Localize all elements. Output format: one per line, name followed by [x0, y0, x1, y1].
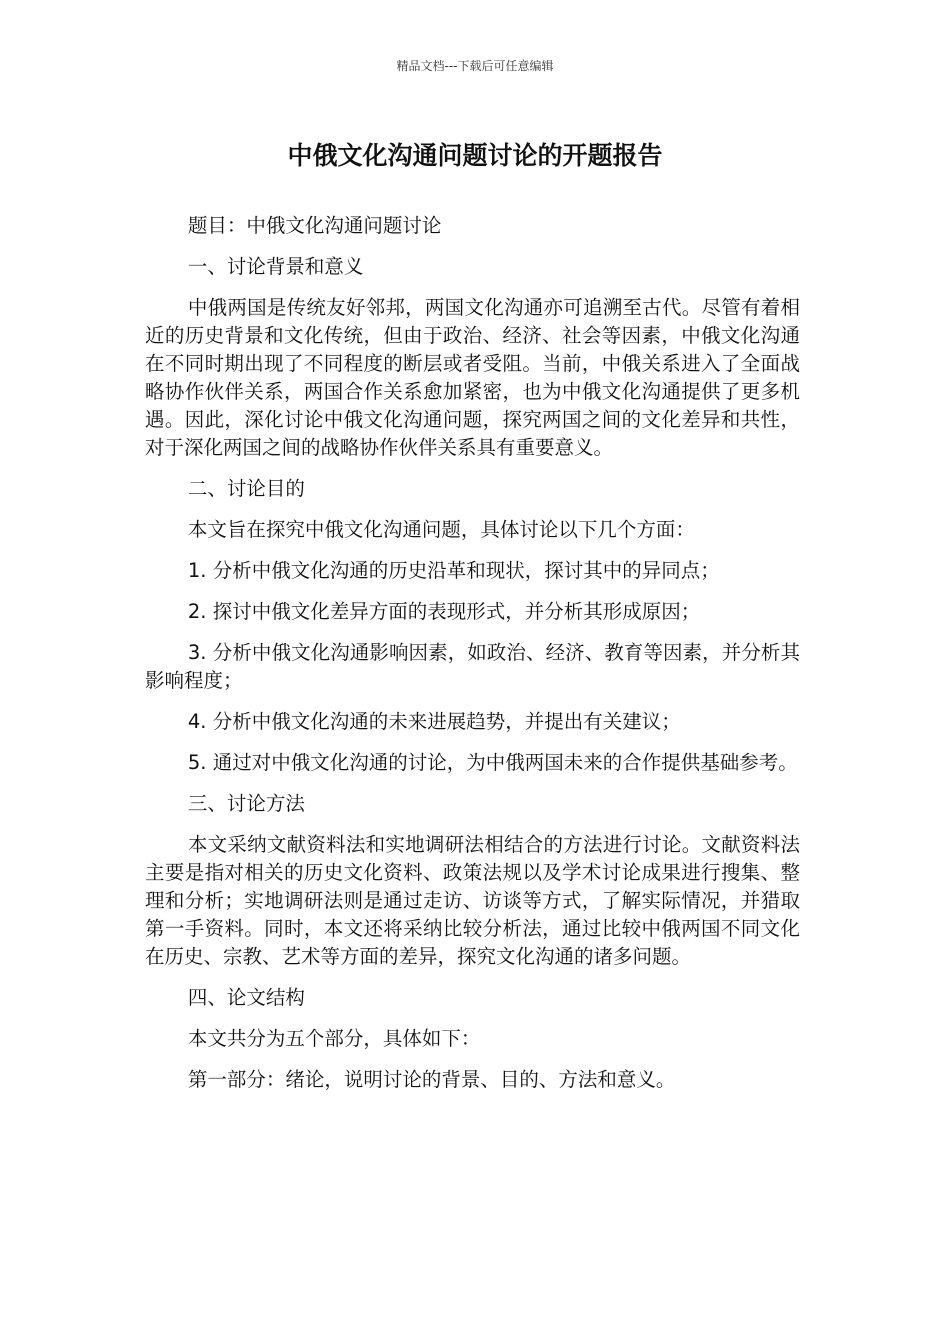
method-paragraph: 本文采纳文献资料法和实地调研法相结合的方法进行讨论。文献资料法主要是指对相关的历史文化资料、政策法规以及学术讨论成果进行搜集、整理和分析；实地调研法则是通过走访、访谈等方式，了解实际情况，并猎取第一手资料。同时，本文还将采纳比较分析法，通过比较中俄两国不同文化在历史、宗教、艺术等方面的差异，探究文化沟通的诸多问题。	[145, 833, 800, 968]
section-heading-background: 一、讨论背景和意义	[187, 255, 364, 278]
header-note: 精品文档---下载后可任意编辑	[396, 59, 554, 73]
document-body	[145, 212, 800, 1107]
structure-intro: 本文共分为五个部分，具体如下：	[187, 1027, 481, 1050]
purpose-intro: 本文旨在探究中俄文化沟通问题，具体讨论以下几个方面：	[187, 518, 695, 541]
purpose-item-5: 5. 通过对中俄文化沟通的讨论，为中俄两国未来的合作提供基础参考。	[187, 751, 798, 774]
document-title: 中俄文化沟通问题讨论的开题报告	[287, 141, 663, 170]
purpose-item-3: 3. 分析中俄文化沟通影响因素，如政治、经济、教育等因素，并分析其影响程度；	[145, 641, 800, 692]
section-heading-purpose: 二、讨论目的	[187, 477, 305, 500]
structure-part-1: 第一部分：绪论，说明讨论的背景、目的、方法和意义。	[187, 1068, 676, 1091]
purpose-item-4: 4. 分析中俄文化沟通的未来进展趋势，并提出有关建议；	[187, 710, 681, 733]
purpose-item-2: 2. 探讨中俄文化差异方面的表现形式，并分析其形成原因；	[187, 600, 701, 623]
section-heading-method: 三、讨论方法	[187, 792, 305, 815]
section-heading-structure: 四、论文结构	[187, 986, 305, 1009]
purpose-item-1: 1. 分析中俄文化沟通的历史沿革和现状，探讨其中的异同点；	[187, 559, 720, 582]
background-paragraph: 中俄两国是传统友好邻邦，两国文化沟通亦可追溯至古代。尽管有着相近的历史背景和文化传统，但由于政治、经济、社会等因素，中俄文化沟通在不同时期出现了不同程度的断层或者受阻。当前，中俄关系进入了全面战略协作伙伴关系，两国合作关系愈加紧密，也为中俄文化沟通提供了更多机遇。因此，深化讨论中俄文化沟通问题，探究两国之间的文化差异和共性，对于深化两国之间的战略协作伙伴关系具有重要意义。	[145, 296, 800, 459]
topic-line: 题目：中俄文化沟通问题讨论	[187, 214, 442, 237]
